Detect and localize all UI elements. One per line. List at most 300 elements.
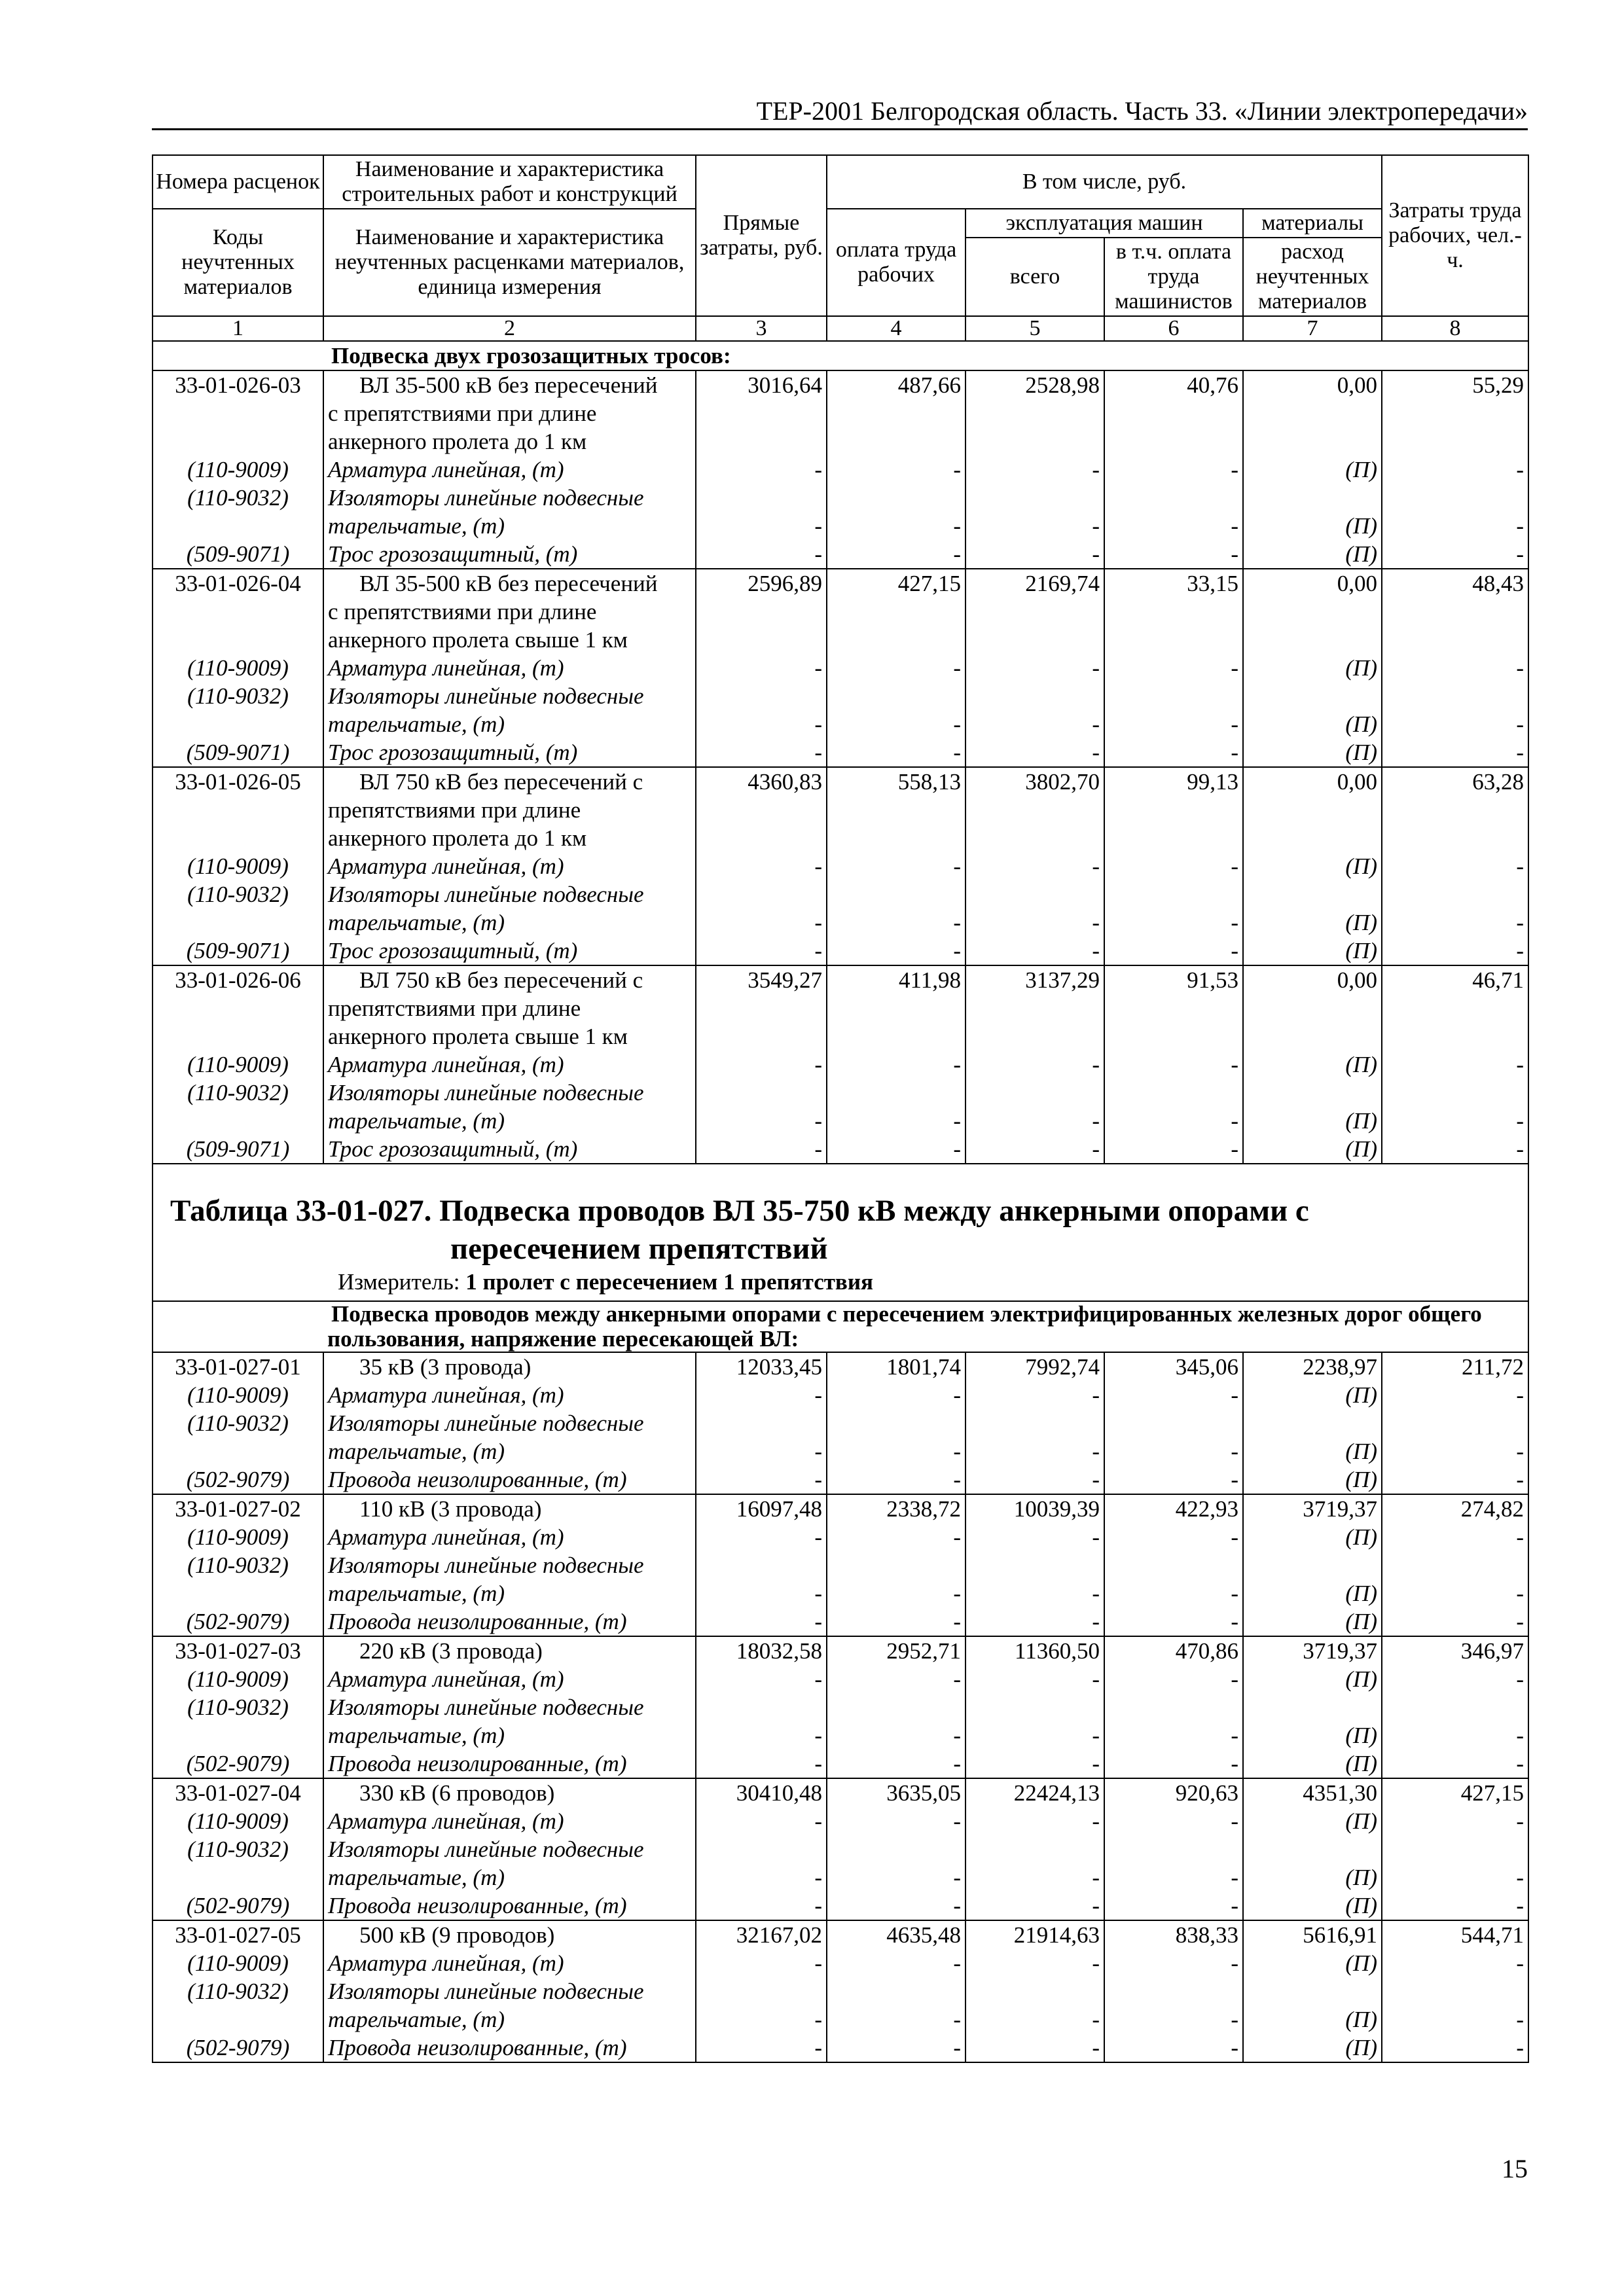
rates-table [152, 154, 1529, 2063]
empty-cell [1243, 994, 1382, 1022]
rate-value: 838,33 [1104, 1920, 1243, 1949]
rate-value: 0,00 [1243, 370, 1382, 399]
material-name: тарельчатые, (т) [323, 908, 696, 937]
dash-value: - [696, 1665, 827, 1693]
material-row [153, 1079, 1528, 1107]
dash-value: - [696, 512, 827, 540]
empty-cell [827, 1022, 965, 1050]
rate-code: 33-01-027-01 [153, 1352, 323, 1381]
dash-value: - [1382, 1892, 1528, 1920]
material-name: Изоляторы линейные подвесные [323, 1551, 696, 1579]
empty-cell [153, 626, 323, 654]
empty-cell [1243, 1409, 1382, 1437]
material-mark: (П) [1243, 1050, 1382, 1079]
dash-value: - [965, 937, 1104, 965]
meter-value: 1 пролет с пересечением 1 препятствия [465, 1269, 873, 1295]
rate-value: 427,15 [827, 569, 965, 598]
rate-name-text: ВЛ 35-500 кВ без пересечений [359, 372, 658, 398]
rate-row [153, 626, 1528, 654]
empty-cell [696, 598, 827, 626]
empty-cell [827, 796, 965, 824]
dash-value: - [965, 540, 1104, 569]
material-row [153, 1863, 1528, 1892]
material-mark: (П) [1243, 540, 1382, 569]
empty-cell [965, 1409, 1104, 1437]
material-name: тарельчатые, (т) [323, 710, 696, 738]
empty-cell [696, 427, 827, 456]
rate-value: 2238,97 [1243, 1352, 1382, 1381]
rate-value: 920,63 [1104, 1778, 1243, 1807]
empty-cell [1382, 484, 1528, 512]
material-row [153, 1749, 1528, 1778]
rate-row [153, 1022, 1528, 1050]
rate-value: 4351,30 [1243, 1778, 1382, 1807]
material-name: Провода неизолированные, (т) [323, 1749, 696, 1778]
dash-value: - [1104, 937, 1243, 965]
material-mark: (П) [1243, 654, 1382, 682]
empty-cell [965, 484, 1104, 512]
material-name: Изоляторы линейные подвесные [323, 1079, 696, 1107]
material-mark: (П) [1243, 710, 1382, 738]
header-name-bottom: Наименование и характеристика неучтенных расценками материалов, единица измерения [323, 209, 696, 316]
rate-value: 3635,05 [827, 1778, 965, 1807]
rate-name-text: препятствиями при длине [328, 797, 581, 823]
material-name: Арматура линейная, (т) [323, 1807, 696, 1835]
header-labor-pay: оплата труда рабочих [827, 209, 965, 316]
dash-value: - [827, 852, 965, 880]
dash-value: - [696, 908, 827, 937]
empty-cell [1382, 796, 1528, 824]
material-code: (509-9071) [153, 738, 323, 767]
rate-code: 33-01-026-06 [153, 965, 323, 994]
rate-value: 30410,48 [696, 1778, 827, 1807]
rate-value: 32167,02 [696, 1920, 827, 1949]
material-code: (502-9079) [153, 1465, 323, 1494]
rate-name-text: 330 кВ (6 проводов) [359, 1780, 555, 1806]
rate-row [153, 1636, 1528, 1665]
empty-cell [1104, 994, 1243, 1022]
material-row [153, 738, 1528, 767]
material-name: Трос грозозащитный, (т) [323, 540, 696, 569]
dash-value: - [696, 1135, 827, 1164]
dash-value: - [1382, 1749, 1528, 1778]
empty-cell [153, 908, 323, 937]
dash-value: - [696, 1949, 827, 1977]
rate-row [153, 1494, 1528, 1523]
empty-cell [827, 1079, 965, 1107]
rate-value: 411,98 [827, 965, 965, 994]
dash-value: - [1104, 1050, 1243, 1079]
empty-cell [1104, 880, 1243, 908]
dash-value: - [696, 1579, 827, 1607]
material-row [153, 1409, 1528, 1437]
rate-name-line [323, 1494, 696, 1523]
col-number: 3 [696, 316, 827, 341]
dash-value: - [1104, 1579, 1243, 1607]
empty-cell [1243, 399, 1382, 427]
rate-value: 346,97 [1382, 1636, 1528, 1665]
dash-value: - [827, 1863, 965, 1892]
material-row [153, 540, 1528, 569]
material-code: (110-9009) [153, 456, 323, 484]
header-codes-bottom: Коды неучтенных материалов [153, 209, 323, 316]
dash-value: - [1382, 1135, 1528, 1164]
rate-value: 63,28 [1382, 767, 1528, 796]
empty-cell [965, 626, 1104, 654]
material-name: тарельчатые, (т) [323, 1107, 696, 1135]
rate-code: 33-01-027-04 [153, 1778, 323, 1807]
rate-name-line [323, 569, 696, 598]
dash-value: - [1382, 1579, 1528, 1607]
rate-value: 4360,83 [696, 767, 827, 796]
dash-value: - [827, 1665, 965, 1693]
empty-cell [696, 626, 827, 654]
dash-value: - [965, 2034, 1104, 2062]
col-number: 4 [827, 316, 965, 341]
dash-value: - [1382, 908, 1528, 937]
material-code: (110-9009) [153, 1949, 323, 1977]
dash-value: - [696, 1807, 827, 1835]
col-number: 5 [965, 316, 1104, 341]
rate-value: 470,86 [1104, 1636, 1243, 1665]
empty-cell [1104, 682, 1243, 710]
dash-value: - [827, 1107, 965, 1135]
header-materials: материалы [1243, 209, 1382, 238]
rate-row [153, 824, 1528, 852]
rate-code: 33-01-027-02 [153, 1494, 323, 1523]
material-code: (110-9032) [153, 1835, 323, 1863]
rate-name-line [323, 399, 696, 427]
empty-cell [1382, 824, 1528, 852]
rate-row [153, 767, 1528, 796]
col-number: 6 [1104, 316, 1243, 341]
section-2-title-row [153, 1301, 1528, 1352]
rate-name-text: 220 кВ (3 провода) [359, 1638, 543, 1664]
dash-value: - [965, 1863, 1104, 1892]
material-row [153, 1693, 1528, 1721]
dash-value: - [696, 1437, 827, 1465]
empty-cell [827, 1409, 965, 1437]
empty-cell [1104, 824, 1243, 852]
empty-cell [1382, 1835, 1528, 1863]
dash-value: - [696, 1721, 827, 1749]
dash-value: - [1382, 456, 1528, 484]
empty-cell [965, 1835, 1104, 1863]
dash-value: - [1104, 2005, 1243, 2034]
section-2-body [153, 1301, 1528, 2062]
rate-value: 48,43 [1382, 569, 1528, 598]
material-code: (110-9032) [153, 1551, 323, 1579]
rate-value: 5616,91 [1243, 1920, 1382, 1949]
dash-value: - [1104, 852, 1243, 880]
dash-value: - [696, 738, 827, 767]
empty-cell [696, 1693, 827, 1721]
material-row [153, 1579, 1528, 1607]
material-mark: (П) [1243, 1465, 1382, 1494]
dash-value: - [827, 1607, 965, 1636]
rate-value: 91,53 [1104, 965, 1243, 994]
table-2-caption [153, 1164, 1528, 1301]
material-row [153, 1949, 1528, 1977]
rate-value: 16097,48 [696, 1494, 827, 1523]
empty-cell [827, 1835, 965, 1863]
dash-value: - [1382, 1665, 1528, 1693]
empty-cell [153, 1579, 323, 1607]
header-machines-total: всего [965, 238, 1104, 316]
material-code: (509-9071) [153, 540, 323, 569]
dash-value: - [965, 1381, 1104, 1409]
material-name: тарельчатые, (т) [323, 1721, 696, 1749]
material-name: тарельчатые, (т) [323, 1579, 696, 1607]
section-1-title: Подвеска двух грозозащитных тросов: [331, 343, 731, 368]
material-name: Провода неизолированные, (т) [323, 1465, 696, 1494]
rate-value: 422,93 [1104, 1494, 1243, 1523]
empty-cell [1243, 880, 1382, 908]
table-2-title-line-2: пересечением препятствий [450, 1232, 828, 1266]
dash-value: - [827, 1381, 965, 1409]
empty-cell [153, 1022, 323, 1050]
empty-cell [827, 399, 965, 427]
empty-cell [153, 598, 323, 626]
material-code: (110-9032) [153, 880, 323, 908]
rate-name-text: с препятствиями при длине [328, 599, 597, 624]
material-code: (509-9071) [153, 937, 323, 965]
material-mark: (П) [1243, 1107, 1382, 1135]
rate-value: 345,06 [1104, 1352, 1243, 1381]
material-name: тарельчатые, (т) [323, 1863, 696, 1892]
rate-row [153, 569, 1528, 598]
rate-value: 487,66 [827, 370, 965, 399]
col-number: 1 [153, 316, 323, 341]
empty-cell [1382, 399, 1528, 427]
empty-cell [1104, 1079, 1243, 1107]
rate-name-line [323, 965, 696, 994]
dash-value: - [696, 710, 827, 738]
rate-name-text: ВЛ 750 кВ без пересечений с [359, 967, 643, 993]
material-name: тарельчатые, (т) [323, 1437, 696, 1465]
rate-row [153, 598, 1528, 626]
dash-value: - [696, 456, 827, 484]
dash-value: - [827, 1050, 965, 1079]
material-row [153, 1437, 1528, 1465]
rate-value: 0,00 [1243, 767, 1382, 796]
rate-code: 33-01-026-05 [153, 767, 323, 796]
dash-value: - [827, 1465, 965, 1494]
dash-value: - [1382, 2034, 1528, 2062]
rate-name-text: ВЛ 35-500 кВ без пересечений [359, 571, 658, 596]
rate-row [153, 1920, 1528, 1949]
material-mark: (П) [1243, 1381, 1382, 1409]
material-code: (110-9009) [153, 1807, 323, 1835]
material-row [153, 1977, 1528, 2005]
empty-cell [696, 1551, 827, 1579]
dash-value: - [1104, 1107, 1243, 1135]
rate-row [153, 370, 1528, 399]
rate-name-line [323, 1636, 696, 1665]
dash-value: - [965, 710, 1104, 738]
dash-value: - [1382, 710, 1528, 738]
section-1-body [153, 341, 1528, 1164]
dash-value: - [827, 710, 965, 738]
material-code: (502-9079) [153, 2034, 323, 2062]
empty-cell [1104, 796, 1243, 824]
page-number: 15 [1502, 2154, 1528, 2183]
header-including: В том числе, руб. [827, 155, 1382, 209]
empty-cell [827, 1693, 965, 1721]
dash-value: - [1104, 710, 1243, 738]
material-mark: (П) [1243, 937, 1382, 965]
rate-value: 0,00 [1243, 569, 1382, 598]
rate-value: 544,71 [1382, 1920, 1528, 1949]
material-code: (110-9032) [153, 682, 323, 710]
dash-value: - [1104, 1892, 1243, 1920]
rate-name-line [323, 994, 696, 1022]
dash-value: - [696, 1863, 827, 1892]
rate-name-line [323, 626, 696, 654]
empty-cell [1243, 1693, 1382, 1721]
rate-row [153, 427, 1528, 456]
rate-value: 427,15 [1382, 1778, 1528, 1807]
dash-value: - [696, 1107, 827, 1135]
rate-value: 3802,70 [965, 767, 1104, 796]
dash-value: - [965, 1050, 1104, 1079]
empty-cell [965, 682, 1104, 710]
material-row [153, 1807, 1528, 1835]
empty-cell [696, 682, 827, 710]
empty-cell [1243, 484, 1382, 512]
dash-value: - [1104, 738, 1243, 767]
dash-value: - [965, 2005, 1104, 2034]
empty-cell [1104, 598, 1243, 626]
table-2-title [153, 1164, 1528, 1268]
material-mark: (П) [1243, 1807, 1382, 1835]
header-machines: эксплуатация машин [965, 209, 1243, 238]
dash-value: - [696, 937, 827, 965]
empty-cell [153, 1863, 323, 1892]
empty-cell [153, 1437, 323, 1465]
material-row [153, 937, 1528, 965]
dash-value: - [1104, 2034, 1243, 2062]
material-row [153, 1607, 1528, 1636]
material-row [153, 852, 1528, 880]
rate-value: 3719,37 [1243, 1494, 1382, 1523]
material-name: Изоляторы линейные подвесные [323, 1409, 696, 1437]
empty-cell [153, 512, 323, 540]
empty-cell [153, 1107, 323, 1135]
dash-value: - [1382, 1607, 1528, 1636]
empty-cell [1382, 1693, 1528, 1721]
rate-value: 46,71 [1382, 965, 1528, 994]
material-row [153, 1465, 1528, 1494]
dash-value: - [1382, 2005, 1528, 2034]
empty-cell [153, 994, 323, 1022]
empty-cell [1243, 1835, 1382, 1863]
dash-value: - [1382, 1863, 1528, 1892]
dash-value: - [1104, 1807, 1243, 1835]
material-row [153, 682, 1528, 710]
rate-row [153, 1352, 1528, 1381]
material-row [153, 1135, 1528, 1164]
material-mark: (П) [1243, 1863, 1382, 1892]
dash-value: - [1382, 654, 1528, 682]
header-labor-cost: Затраты труда рабочих, чел.-ч. [1382, 155, 1528, 316]
dash-value: - [1104, 1749, 1243, 1778]
empty-cell [965, 796, 1104, 824]
empty-cell [1243, 626, 1382, 654]
col-number: 8 [1382, 316, 1528, 341]
rate-value: 12033,45 [696, 1352, 827, 1381]
empty-cell [696, 1835, 827, 1863]
material-mark: (П) [1243, 1665, 1382, 1693]
header-machines-labor: в т.ч. оплата труда машинистов [1104, 238, 1243, 316]
dash-value: - [1104, 1465, 1243, 1494]
rate-value: 99,13 [1104, 767, 1243, 796]
rate-name-line [323, 1352, 696, 1381]
material-name: Провода неизолированные, (т) [323, 1892, 696, 1920]
material-code: (110-9009) [153, 1050, 323, 1079]
empty-cell [696, 796, 827, 824]
rate-code: 33-01-027-05 [153, 1920, 323, 1949]
empty-cell [827, 880, 965, 908]
material-name: Изоляторы линейные подвесные [323, 1977, 696, 2005]
rate-code: 33-01-026-04 [153, 569, 323, 598]
material-mark: (П) [1243, 1949, 1382, 1977]
material-name: тарельчатые, (т) [323, 2005, 696, 2034]
material-code: (502-9079) [153, 1892, 323, 1920]
material-mark: (П) [1243, 2034, 1382, 2062]
empty-cell [965, 824, 1104, 852]
dash-value: - [1382, 1465, 1528, 1494]
empty-cell [696, 824, 827, 852]
empty-cell [1104, 1977, 1243, 2005]
rate-name-text: 110 кВ (3 провода) [359, 1496, 542, 1522]
material-name: Трос грозозащитный, (т) [323, 937, 696, 965]
dash-value: - [965, 1107, 1104, 1135]
rate-name-line [323, 767, 696, 796]
empty-cell [827, 626, 965, 654]
material-row [153, 1381, 1528, 1409]
dash-value: - [696, 1607, 827, 1636]
material-name: Арматура линейная, (т) [323, 1949, 696, 1977]
material-mark: (П) [1243, 1607, 1382, 1636]
dash-value: - [965, 1892, 1104, 1920]
empty-cell [1104, 1551, 1243, 1579]
material-code: (110-9009) [153, 1381, 323, 1409]
material-code: (110-9032) [153, 1079, 323, 1107]
rate-name-text: 35 кВ (3 провода) [359, 1354, 532, 1380]
dash-value: - [1382, 512, 1528, 540]
rate-value: 211,72 [1382, 1352, 1528, 1381]
empty-cell [827, 1977, 965, 2005]
meter-label: Измеритель: [338, 1269, 460, 1295]
rate-value: 2596,89 [696, 569, 827, 598]
rate-name-text: ВЛ 750 кВ без пересечений с [359, 769, 643, 795]
material-code: (502-9079) [153, 1607, 323, 1636]
dash-value: - [1382, 540, 1528, 569]
empty-cell [1382, 1551, 1528, 1579]
rate-value: 2169,74 [965, 569, 1104, 598]
empty-cell [696, 1022, 827, 1050]
dash-value: - [696, 1381, 827, 1409]
empty-cell [1243, 1977, 1382, 2005]
rate-value: 3016,64 [696, 370, 827, 399]
empty-cell [696, 1977, 827, 2005]
rate-value: 21914,63 [965, 1920, 1104, 1949]
material-name: Арматура линейная, (т) [323, 1381, 696, 1409]
rate-code: 33-01-027-03 [153, 1636, 323, 1665]
rate-value: 2952,71 [827, 1636, 965, 1665]
rate-name-text: препятствиями при длине [328, 996, 581, 1021]
